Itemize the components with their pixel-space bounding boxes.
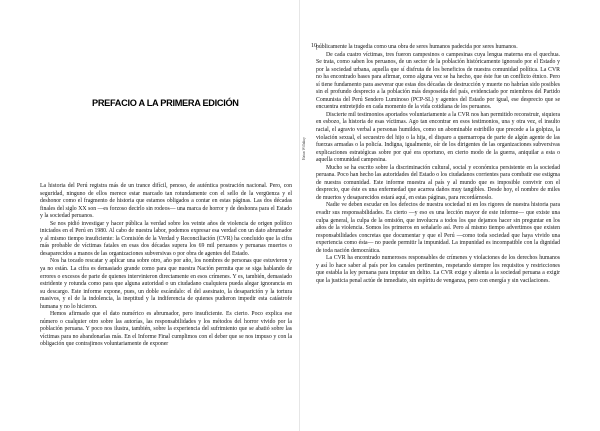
- paragraph: La CVR ha encontrado numerosos responsables de crímenes y violaciones de los derechos humanos y así lo hace saber al país por los canales pertinentes, respetando siempre los requisitos y restricciones que establa la ley peruana para imputar un delito. La CVR exige y alienta a la sociedad peruana a exigir que la justicia penal actúe de inmediato, sin espíritu de venganza, pero con energía y sin vacilaciones.: [316, 255, 560, 284]
- paragraph: Nos ha tocado rescatar y aplicar una sobre otro, año por año, los nombres de personas que estuvieron y ya no están. La cifra es demasiado grande como para que nuestra Nación permita que se siga hablando de errores o excesos de parte de quienes intervinieron directamente en esos crímenes. Y es, también, demasiado estridente y rotunda como para que alguna autoridad o un ciudadano cualquiera pueda alegar ignorancia en su descargo. Este informe expone, pues, un doble escándalo: el del asesinato, la desaparición y la tortura masivos, y el de la indolencia, la ineptitud y la indiferencia de quienes pudieron impedir esta catástrofe humana y no lo hicieron.: [40, 258, 292, 310]
- running-head-wrap: [300, 60, 312, 160]
- right-body: [316, 44, 560, 286]
- paragraph: Discierte mil testimonios aportados voluntariamente a la CVR nos han permitido reconstruir, siquiera en esbozo, la historia de esas víctimas. Ago tan encontrar en esos testimonios, una y otra vez, el insulto racial, el agravio verbal a personas humildes, como un abominable estribillo que precede a la golpiza, la violación sexual, el secuestro del hijo o la hija, el disparo a quemarropa de parte de algún agente de las fuerzas armadas o la policía. Indigna, igualmente, oír de los dirigentes de las organizaciones subversivas explicaciones estratégicas sobre por qué era oportuno, en cierto modo de la guerra, aniquilar a esta o aquella comunidad campesina.: [316, 111, 560, 164]
- paragraph: Mucho se ha escrito sobre la discriminación cultural, social y económica persistente en la sociedad peruana. Poco han hecho las autoridades del Estado o los ciudadanos corrientes para combatir ese estigma de nuestra comunidad. Este informe muestra al país y al mundo que es imposible convivir con el desprecio, que éste es una enfermedad que acarrea daños muy tangibles. Desde hoy, el nombre de miles de muertos y desaparecidos estará aquí, en estas páginas, para recordárnoslo.: [316, 164, 560, 201]
- paragraph: Hemos afirmado que el dato numérico es abrumador, pero insuficiente. Es cierto. Poco explica ese número o cualquier otro sobre las autorías, las responsabilidades y los métodos del horror vivido por la población peruana. Y poco nos ilustra, también, sobre la experiencia del sufrimiento que se abatió sobre las víctimas para no abandonarlas más. En el Informe Final cumplimos con el deber que se nos impuso y con la obligación que contrajimos voluntariamente de exponer: [40, 311, 292, 348]
- left-body: [40, 183, 292, 349]
- paragraph: Nadie ve deben escudar en los defectos de nuestra sociedad ni en los rigores de nuestra historia para evadir sus responsabilidades. Es cierto —y eso es una lección mayor de este informe— que existe una culpa general, la culpa de la omisión, que involucra a todos los que dejamos hacer sin preguntar en los años de la violencia. Somos los primeros en señalarlo así. Pero al mismo tiempo advertimos que existen responsabilidades concretas que documentar y que el Perú —como toda sociedad que haya vivido una experiencia como ésta— no puede permitir la impunidad. La impunidad es incompatible con la dignidad de toda nación democrática.: [316, 202, 560, 254]
- paragraph: De cada cuatro víctimas, tres fueron campesinos o campesinas cuya lengua materna era el quechua. Se trata, como saben los peruanos, de un sector de la población históricamente ignorado por el Estado y por la sociedad urbana, aquella que sí disfruta de los beneficios de nuestra comunidad política. La CVR no ha encontrado bases para afirmar, como alguna vez se ha hecho, que éste fue un conflicto étnico. Pero sí tiene fundamento para aseverar que estas dos décadas de destrucción y muerte no habrían sido posibles sin el profundo desprecio a la población más desposeída del país, evidenciado por miembros del Partido Comunista del Perú Sendero Luminoso (PCP-SL) y agentes del Estado por igual, ese desprecio que se encuentra entretejido en cada momento de la vida cotidiana de los peruanos.: [316, 51, 560, 111]
- page-number: 10: [311, 43, 317, 49]
- page-title: PREFACIO A LA PRIMERA EDICIÓN: [92, 98, 239, 108]
- right-page: [300, 0, 600, 431]
- paragraph: La historia del Perú registra más de un trance difícil, penoso, de auténtica postración nacional. Pero, con seguridad, ninguno de ellos merece estar marcado tan rotundamente con el sello de la vergüenza y el deshonor como el fragmento de historia que estamos obligados a contar en estas páginas. Las dos décadas finales del siglo XX son —es forzoso decirlo sin rodeos— una marca de horror y de deshonra para el Estado y la sociedad peruanos.: [40, 183, 292, 220]
- paragraph: Se nos pidió investigar y hacer pública la verdad sobre los veinte años de violencia de origen político iniciados en el Perú en 1980. Al cabo de nuestra labor, podemos expresar esa verdad con un dato abrumador y al mismo tiempo insuficiente: la Comisión de la Verdad y Reconciliación (CVR) ha concluido que la cifra más probable de víctimas fatales en esas dos décadas supera los 69 mil peruanos y peruanas muertos o desaparecidos a manos de las organizaciones subversivas o por obra de agentes del Estado.: [40, 220, 292, 257]
- paragraph: públicamente la tragedia como una obra de seres humanos padecida por seres humanos.: [316, 44, 518, 50]
- running-head: Hatun Willakuy: [302, 137, 306, 160]
